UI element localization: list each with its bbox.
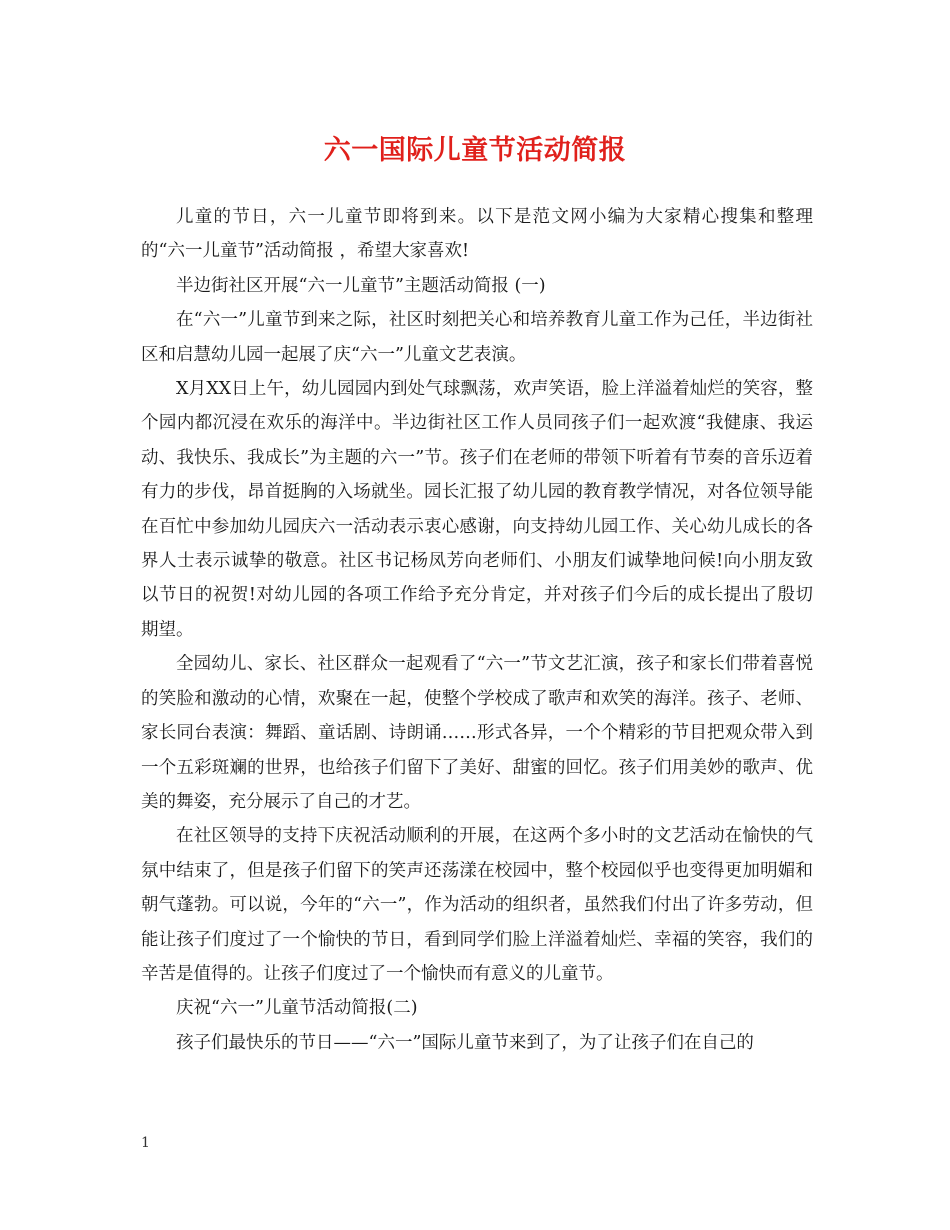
page-number: 1 [141,1135,150,1151]
paragraph: 全园幼儿、家长、社区群众一起观看了“六一”节文艺汇演，孩子和家长们带着喜悦的笑脸和激动的心情，欢聚在一起，使整个学校成了歌声和欢笑的海洋。孩子、老师、家长同台表演：舞蹈、童话剧、诗朗诵……形式各异，一个个精彩的节目把观众带入到一个五彩斑斓的世界，也给孩子们留下了美好、甜蜜的回忆。孩子们用美妙的歌声、优美的舞姿，充分展示了自己的才艺。 [141,654,813,812]
paragraph-heading-2: 庆祝“六一”儿童节活动简报(二) [176,998,418,1019]
paragraph: 在社区领导的支持下庆祝活动顺利的开展，在这两个多小时的文艺活动在愉快的气氛中结束了，但是孩子们留下的笑声还荡漾在校园中，整个校园似乎也变得更加明媚和朝气蓬勃。可以说，今年的“六一”，作为活动的组织者，虽然我们付出了许多劳动，但能让孩子们度过了一个愉快的节日，看到同学们脸上洋溢着灿烂、幸福的笑容，我们的辛苦是值得的。让孩子们度过了一个愉快而有意义的儿童节。 [141,826,813,984]
paragraph: 在“六一”儿童节到来之际，社区时刻把关心和培养教育儿童工作为己任，半边街社区和启慧幼儿园一起展了庆“六一”儿童文艺表演。 [141,310,813,365]
document-title: 六一国际儿童节活动简报 [323,135,627,166]
document-body [141,200,813,1060]
paragraph-intro: 儿童的节日，六一儿童节即将到来。以下是范文网小编为大家精心搜集和整理的“六一儿童节”活动简报 ，希望大家喜欢! [141,207,813,262]
paragraph-heading-1: 半边街社区开展“六一儿童节”主题活动简报 (一) [176,275,546,296]
paragraph: 孩子们最快乐的节日——“六一”国际儿童节来到了，为了让孩子们在自己的 [176,1032,754,1053]
paragraph: X月XX日上午，幼儿园园内到处气球飘荡，欢声笑语，脸上洋溢着灿烂的笑容，整个园内都沉浸在欢乐的海洋中。半边街社区工作人员同孩子们一起欢渡“我健康、我运动、我快乐、我成长”为主题的六一”节。孩子们在老师的带领下听着有节奏的音乐迈着有力的步伐，昂首挺胸的入场就坐。园长汇报了幼儿园的教育教学情况，对各位领导能在百忙中参加幼儿园庆六一活动表示衷心感谢，向支持幼儿园工作、关心幼儿成长的各界人士表示诚挚的敬意。社区书记杨凤芳向老师们、小朋友们诚挚地问候!向小朋友致以节日的祝贺!对幼儿园的各项工作给予充分肯定，并对孩子们今后的成长提出了殷切期望。 [141,379,813,640]
